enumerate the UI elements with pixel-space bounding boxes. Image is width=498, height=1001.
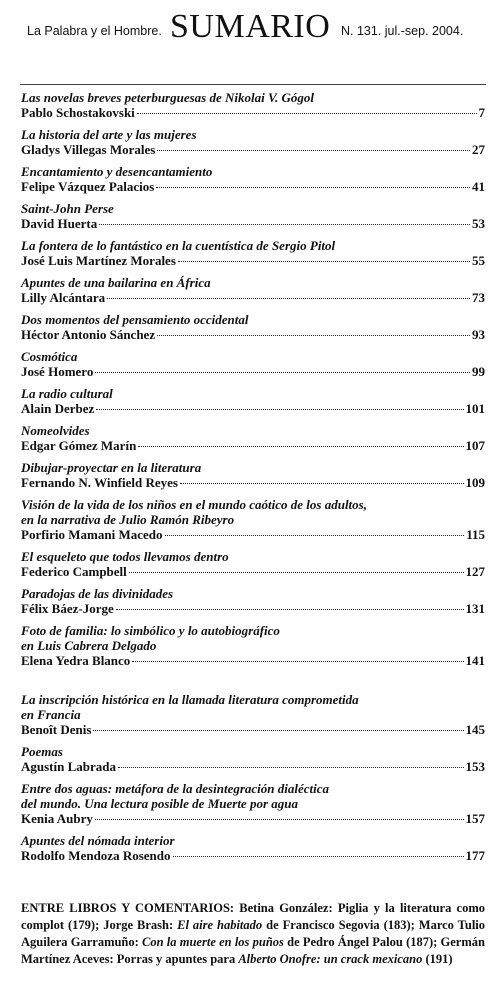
toc-line — [21, 475, 485, 491]
author-name: Héctor Antonio Sánchez — [21, 327, 156, 342]
toc-entry — [21, 349, 485, 380]
page-number: 55 — [472, 253, 485, 268]
toc-line — [21, 364, 485, 380]
toc-entry — [21, 781, 485, 827]
reviews-book-1: El aire habitado — [177, 918, 263, 932]
reviews-text-1: Betina González: Piglia y la literatura como complot (179); Jorge Brash: — [21, 901, 485, 932]
toc-entry — [21, 312, 485, 343]
author-name: Felipe Vázquez Palacios — [21, 179, 155, 194]
toc-line — [21, 105, 485, 121]
table-of-contents-main — [21, 90, 485, 675]
toc-line — [21, 179, 485, 195]
page-number: 73 — [472, 290, 485, 305]
page-number: 157 — [465, 811, 485, 826]
reviews-book-3: Alberto Onofre: un crack mexicano — [238, 952, 423, 966]
toc-entry — [21, 744, 485, 775]
toc-line — [21, 253, 485, 269]
author-name: Kenia Aubry — [21, 811, 93, 826]
page-number: 7 — [478, 105, 485, 120]
author-name: Porfirio Mamani Macedo — [21, 527, 163, 542]
page-title: SUMARIO — [170, 8, 331, 45]
author-name: Rodolfo Mendoza Rosendo — [21, 848, 171, 863]
toc-entry — [21, 549, 485, 580]
reviews-text-2: de Francisco Segovia (183); Marco Tulio Aguilera Garramuño: — [21, 918, 486, 949]
author-name: Alain Derbez — [21, 401, 95, 416]
page-number: 177 — [465, 848, 485, 863]
page-number: 127 — [465, 564, 485, 579]
page-header — [0, 8, 498, 52]
article-title: Saint-John Perse — [21, 201, 114, 216]
toc-line — [21, 438, 485, 454]
reviews-text-4: (191) — [422, 952, 453, 966]
article-title: La fontera de lo fantástico en la cuentística de Sergio Pitol — [21, 238, 336, 253]
toc-entry — [21, 423, 485, 454]
dot-leader — [116, 609, 464, 610]
toc-entry — [21, 238, 485, 269]
article-title: Poemas — [21, 744, 63, 759]
article-title: Visión de la vida de los niños en el mundo caótico de los adultos, — [21, 497, 367, 512]
toc-entry — [21, 275, 485, 306]
dot-leader — [107, 298, 470, 299]
toc-line — [21, 564, 485, 580]
author-name: Fernando N. Winfield Reyes — [21, 475, 178, 490]
article-title: La radio cultural — [21, 386, 113, 401]
page-number: 131 — [465, 601, 485, 616]
page-number: 99 — [472, 364, 485, 379]
article-title: Apuntes del nómada interior — [21, 833, 175, 848]
dot-leader — [137, 113, 477, 114]
toc-entry — [21, 127, 485, 158]
toc-line — [21, 327, 485, 343]
toc-entry — [21, 164, 485, 195]
article-title: en Luis Cabrera Delgado — [21, 638, 157, 653]
toc-line — [21, 759, 485, 775]
page-number: 107 — [465, 438, 485, 453]
toc-entry — [21, 90, 485, 121]
dot-leader — [129, 572, 464, 573]
dot-leader — [157, 335, 470, 336]
dot-leader — [93, 730, 463, 731]
page-number: 101 — [465, 401, 485, 416]
issue-info: N. 131. jul.-sep. 2004. — [341, 24, 464, 38]
reviews-text-3: de Pedro Ángel Palou (187); Germán Martínez Aceves: Porras y apuntes para — [21, 935, 485, 966]
toc-line — [21, 722, 485, 738]
article-title: Las novelas breves peterburguesas de Nikolai V. Gógol — [21, 90, 314, 105]
toc-entry — [21, 623, 485, 669]
article-title: en la narrativa de Julio Ramón Ribeyro — [21, 512, 235, 527]
dot-leader — [99, 224, 470, 225]
author-name: Elena Yedra Blanco — [21, 653, 131, 668]
page-number: 53 — [472, 216, 485, 231]
toc-entry — [21, 460, 485, 491]
toc-line — [21, 653, 485, 669]
page-number: 153 — [465, 759, 485, 774]
toc-entry — [21, 497, 485, 543]
author-name: Lilly Alcántara — [21, 290, 106, 305]
dot-leader — [180, 483, 464, 484]
dot-leader — [96, 409, 463, 410]
top-rule — [20, 84, 486, 85]
author-name: José Homero — [21, 364, 94, 379]
toc-line — [21, 527, 485, 543]
dot-leader — [173, 856, 464, 857]
journal-name: La Palabra y el Hombre. — [27, 24, 162, 38]
article-title: La inscripción histórica en la llamada literatura comprometida — [21, 692, 359, 707]
toc-line — [21, 848, 485, 864]
page-number: 115 — [466, 527, 485, 542]
toc-line — [21, 601, 485, 617]
article-title: Entre dos aguas: metáfora de la desintegración dialéctica — [21, 781, 330, 796]
toc-entry — [21, 386, 485, 417]
dot-leader — [118, 767, 464, 768]
dot-leader — [138, 446, 463, 447]
page-number: 41 — [472, 179, 485, 194]
toc-line — [21, 290, 485, 306]
toc-entry — [21, 692, 485, 738]
dot-leader — [132, 661, 463, 662]
dot-leader — [178, 261, 470, 262]
author-name: Agustín Labrada — [21, 759, 116, 774]
article-title: Nomeolvides — [21, 423, 90, 438]
article-title: Dibujar-proyectar en la literatura — [21, 460, 202, 475]
dot-leader — [156, 187, 470, 188]
page-number: 141 — [465, 653, 485, 668]
article-title: Encantamiento y desencantamiento — [21, 164, 213, 179]
author-name: José Luis Martínez Morales — [21, 253, 176, 268]
author-name: Edgar Gómez Marín — [21, 438, 137, 453]
page-number: 27 — [472, 142, 485, 157]
reviews-book-2: Con la muerte en los puños — [142, 935, 284, 949]
author-name: David Huerta — [21, 216, 98, 231]
author-name: Pablo Schostakovski — [21, 105, 135, 120]
article-title: del mundo. Una lectura posible de Muerte por agua — [21, 796, 298, 811]
article-title: Dos momentos del pensamiento occidental — [21, 312, 249, 327]
reviews-section — [21, 900, 485, 968]
toc-line — [21, 216, 485, 232]
page-number: 145 — [465, 722, 485, 737]
toc-line — [21, 811, 485, 827]
table-of-contents-secondary — [21, 692, 485, 870]
article-title: Apuntes de una bailarina en África — [21, 275, 211, 290]
toc-entry — [21, 201, 485, 232]
dot-leader — [165, 535, 465, 536]
article-title: en Francia — [21, 707, 81, 722]
author-name: Benoît Denis — [21, 722, 92, 737]
article-title: La historia del arte y las mujeres — [21, 127, 197, 142]
author-name: Félix Báez-Jorge — [21, 601, 114, 616]
dot-leader — [95, 372, 470, 373]
reviews-label: ENTRE LIBROS Y COMENTARIOS: — [21, 901, 235, 915]
toc-line — [21, 401, 485, 417]
toc-line — [21, 142, 485, 158]
article-title: El esqueleto que todos llevamos dentro — [21, 549, 229, 564]
dot-leader — [95, 819, 464, 820]
page-number: 93 — [472, 327, 485, 342]
author-name: Gladys Villegas Morales — [21, 142, 156, 157]
article-title: Cosmótica — [21, 349, 78, 364]
toc-entry — [21, 586, 485, 617]
dot-leader — [157, 150, 470, 151]
author-name: Federico Campbell — [21, 564, 127, 579]
article-title: Foto de familia: lo simbólico y lo autobiográfico — [21, 623, 280, 638]
page-number: 109 — [465, 475, 485, 490]
article-title: Paradojas de las divinidades — [21, 586, 174, 601]
toc-entry — [21, 833, 485, 864]
